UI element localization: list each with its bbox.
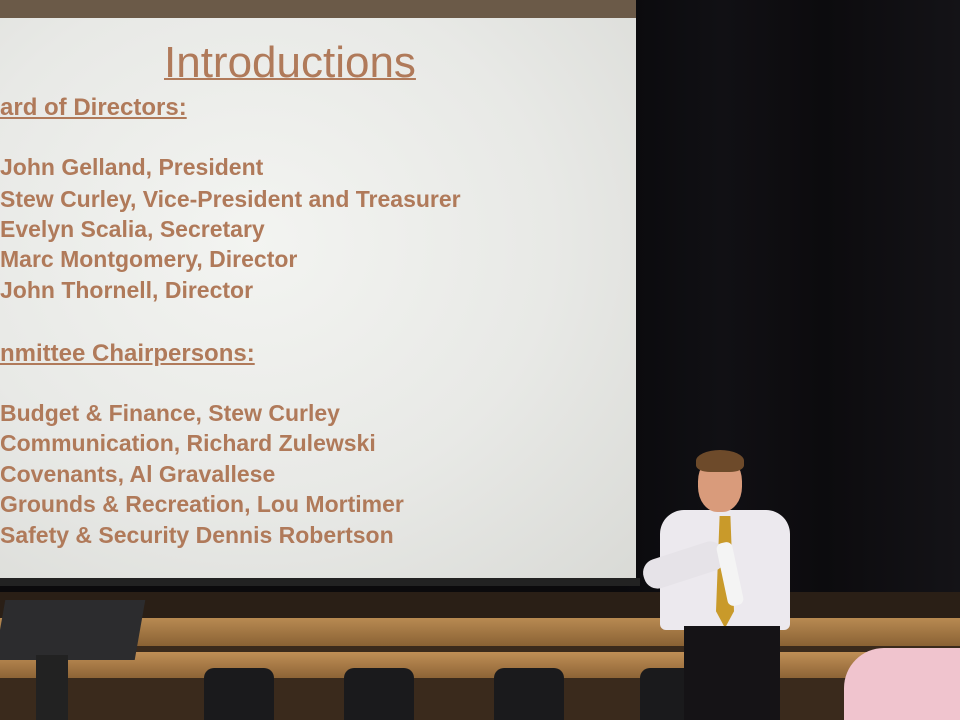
board-heading: ard of Directors: — [0, 94, 187, 121]
audience-chair — [204, 668, 274, 720]
board-member: Evelyn Scalia, Secretary — [0, 216, 265, 242]
audience-member-shoulder — [844, 648, 960, 720]
podium-stand — [36, 655, 68, 720]
presenter-hair — [696, 450, 744, 472]
committee-item: Covenants, Al Gravallese — [0, 461, 276, 487]
slide-title: Introductions — [164, 38, 416, 87]
committee-heading: nmittee Chairpersons: — [0, 340, 255, 367]
stage-edge — [0, 618, 960, 646]
audience-chair — [494, 668, 564, 720]
audience-chair — [344, 668, 414, 720]
screen-bottom-bar — [0, 578, 640, 586]
board-member: Stew Curley, Vice-President and Treasurer — [0, 186, 461, 212]
committee-item: Budget & Finance, Stew Curley — [0, 400, 340, 426]
presenter-pants — [684, 626, 780, 720]
board-member: John Gelland, President — [0, 154, 264, 180]
board-member: John Thornell, Director — [0, 277, 254, 303]
screen-frame — [0, 0, 636, 20]
committee-item: Grounds & Recreation, Lou Mortimer — [0, 491, 404, 517]
wood-rail — [0, 652, 960, 678]
podium — [0, 600, 145, 660]
committee-item: Safety & Security Dennis Robertson — [0, 522, 394, 548]
board-member: Marc Montgomery, Director — [0, 246, 298, 272]
presenter — [640, 450, 810, 720]
committee-item: Communication, Richard Zulewski — [0, 430, 376, 456]
